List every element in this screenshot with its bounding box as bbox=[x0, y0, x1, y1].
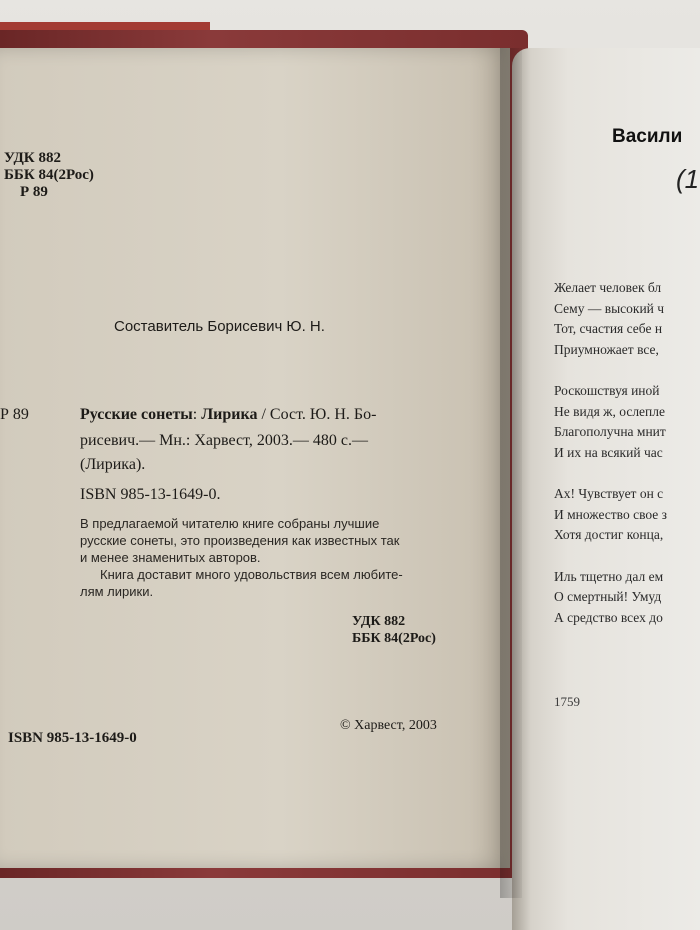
bib-record-line-3: (Лирика). bbox=[80, 456, 146, 473]
poem-line: Тот, счастия себе н bbox=[554, 321, 663, 336]
poem-line: И множество свое з bbox=[554, 506, 667, 522]
udc-code-bottom: УДК 882 bbox=[352, 614, 406, 629]
bbk-code: ББК 84(2Рос) bbox=[4, 167, 94, 183]
annotation bbox=[80, 515, 460, 600]
bib-record-line-2: рисевич.— Мн.: Харвест, 2003.— 480 с.— bbox=[80, 432, 368, 449]
poem-line: Хотя достиг конца, bbox=[554, 527, 664, 542]
author-heading: Васили bbox=[612, 126, 683, 147]
bib-colon: : bbox=[192, 406, 202, 423]
bib-rest: / Сост. Ю. Н. Бо- bbox=[257, 406, 377, 423]
stanza bbox=[554, 278, 667, 360]
isbn-line: ISBN 985-13-1649-0. bbox=[80, 486, 221, 503]
poem-line: Не видя ж, ослепле bbox=[554, 403, 666, 419]
poem-line: Ах! Чувствует он с bbox=[554, 486, 664, 501]
annotation-line: и менее знаменитых авторов. bbox=[80, 550, 261, 565]
author-years: (1 bbox=[676, 164, 700, 194]
poem-line: Иль тщетно дал ем bbox=[554, 568, 664, 584]
poem-line: Сему — высокий ч bbox=[554, 300, 665, 316]
annotation-line: русские сонеты, это произведения как известных так bbox=[80, 533, 400, 548]
bib-code: Р 89 bbox=[0, 406, 29, 423]
poem-line: А средство всех до bbox=[554, 609, 663, 625]
poem-line: Желает человек бл bbox=[554, 280, 662, 295]
udc-code: УДК 882 bbox=[4, 150, 61, 166]
poem-line: О смертный! Умуд bbox=[554, 589, 662, 604]
poem bbox=[554, 278, 667, 649]
copyright: © Харвест, 2003 bbox=[340, 718, 437, 733]
author-sign: Р 89 bbox=[20, 184, 48, 200]
stanza bbox=[554, 381, 667, 463]
bbk-code-bottom: ББК 84(2Рос) bbox=[352, 631, 436, 646]
annotation-line: лям лирики. bbox=[80, 584, 154, 599]
bib-record-line-1 bbox=[80, 406, 376, 424]
stanza bbox=[554, 567, 667, 629]
bib-subtitle: Лирика bbox=[201, 406, 258, 423]
poem-line: Роскошствуя иной bbox=[554, 383, 660, 398]
classification-codes-bottom bbox=[352, 613, 436, 647]
stanza bbox=[554, 484, 667, 546]
classification-codes bbox=[0, 150, 94, 201]
annotation-line: В предлагаемой читателю книге собраны лучшие bbox=[80, 516, 380, 531]
isbn-bottom: ISBN 985-13-1649-0 bbox=[8, 730, 137, 746]
poem-year: 1759 bbox=[554, 694, 580, 709]
compiler-line: Составитель Борисевич Ю. Н. bbox=[114, 318, 325, 335]
annotation-line: Книга доставит много удовольствия всем любите- bbox=[100, 567, 403, 582]
poem-line: Благополучна мнит bbox=[554, 424, 666, 439]
spine-shadow bbox=[500, 48, 522, 898]
bib-title: Русские сонеты bbox=[80, 406, 193, 423]
poem-line: И их на всякий час bbox=[554, 444, 663, 460]
poem-line: Приумножает все, bbox=[554, 341, 659, 357]
